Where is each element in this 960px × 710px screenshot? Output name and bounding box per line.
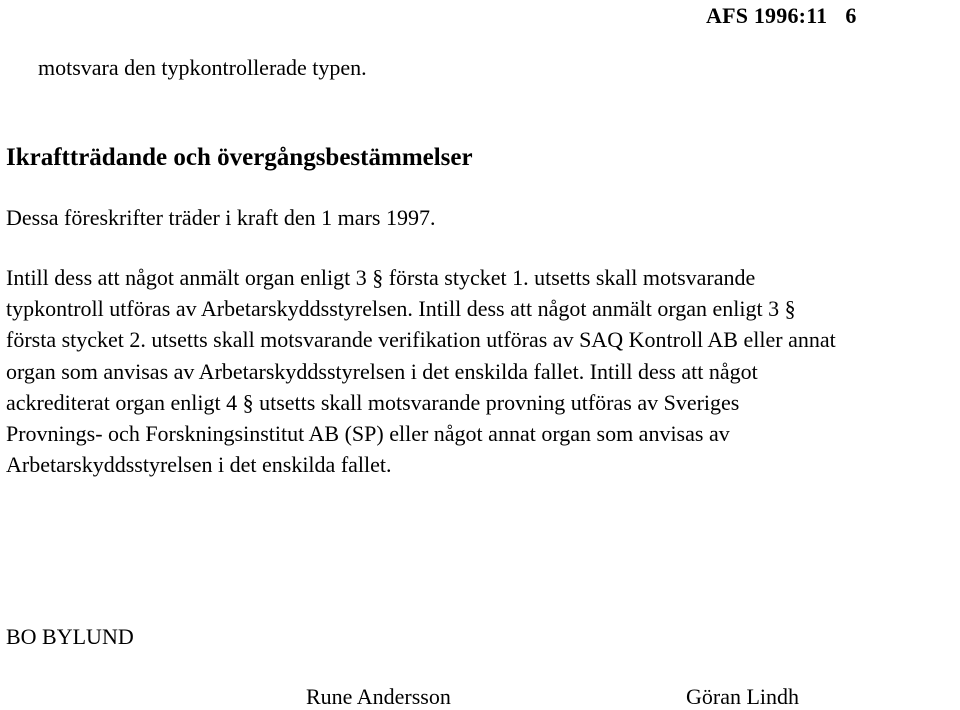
transitional-provisions-paragraph bbox=[6, 262, 956, 480]
paragraph-line: ackrediterat organ enligt 4 § utsetts skall motsvarande provning utföras av Sveriges bbox=[6, 389, 740, 415]
paragraph-line: organ som anvisas av Arbetarskyddsstyrelsen i det enskilda fallet. Intill dess att något bbox=[6, 358, 758, 384]
paragraph-line: typkontroll utföras av Arbetarskyddsstyrelsen. Intill dess att något anmält organ enligt 3 § bbox=[6, 296, 796, 322]
signatory-left: Rune Andersson bbox=[306, 684, 451, 709]
document-reference-header bbox=[706, 3, 857, 29]
paragraph-line: första stycket 2. utsetts skall motsvarande verifikation utföras av SAQ Kontroll AB eller annat bbox=[6, 327, 836, 353]
continuation-text: motsvara den typkontrollerade typen. bbox=[38, 55, 367, 80]
paragraph-line: Provnings- och Forskningsinstitut AB (SP) eller något annat organ som anvisas av bbox=[6, 421, 730, 447]
section-heading: Ikraftträdande och övergångsbestämmelser bbox=[6, 144, 473, 171]
document-reference: AFS 1996:11 bbox=[706, 3, 828, 28]
paragraph-line: Intill dess att något anmält organ enligt 3 § första stycket 1. utsetts skall motsvarande bbox=[6, 265, 756, 290]
page-number: 6 bbox=[845, 3, 857, 28]
signatory-right: Göran Lindh bbox=[686, 684, 800, 709]
signatory-main: BO BYLUND bbox=[6, 624, 134, 649]
effective-date-paragraph: Dessa föreskrifter träder i kraft den 1 mars 1997. bbox=[6, 205, 436, 230]
paragraph-line: Arbetarskyddsstyrelsen i det enskilda fallet. bbox=[6, 452, 392, 478]
